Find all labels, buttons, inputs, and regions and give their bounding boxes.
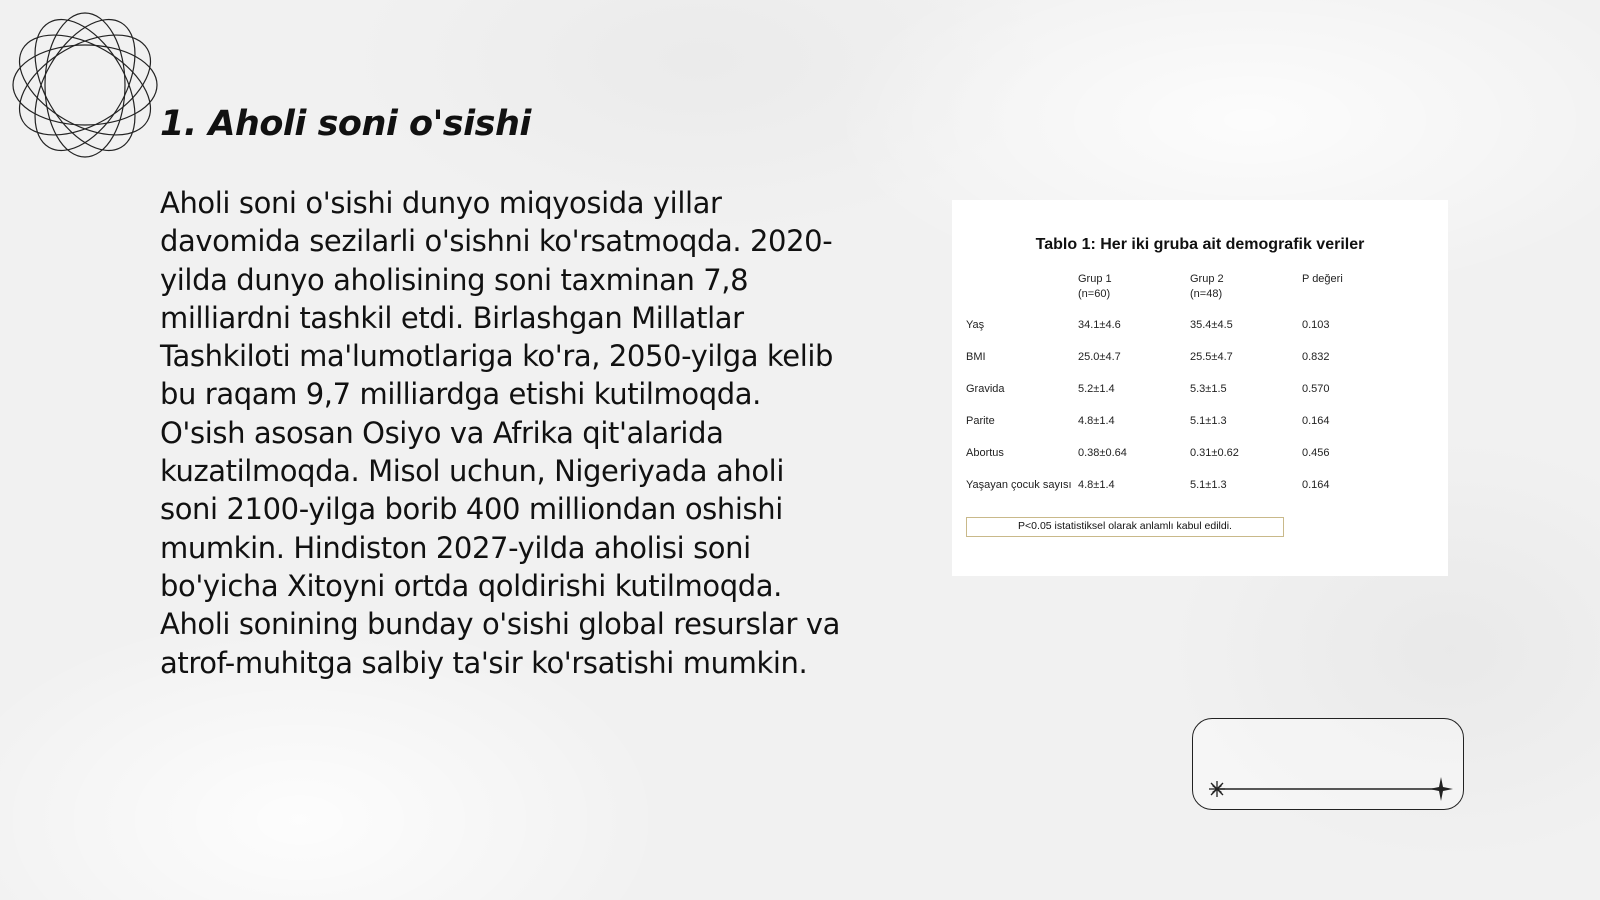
decorative-line: [1193, 719, 1465, 811]
demographic-table-image: [952, 200, 1448, 576]
sparkle-icon: [1209, 781, 1225, 797]
table-header-group2-name: Grup 2: [1190, 273, 1224, 285]
table-header-group1-size: (n=60): [1078, 288, 1111, 300]
slide-body-text: Aholi soni o'sishi dunyo miqyosida yillar davomida sezilarli o'sishni ko'rsatmoqda. 2020-yilda dunyo aholisining soni taxminan 7,8 milliardni tashkil etdi. Birlashgan Millatlar Tashkiloti ma'lumotlariga ko'ra, 2050-yilga kelib bu raqam 9,7 milliardga etishi kutilmoqda. O'sish asosan Osiyo va Afrika qit'alarida kuzatilmoqda. Misol uchun, Nigeriyada aholi soni 2100-yilga borib 400 milliondan oshishi mumkin. Hindiston 2027-yilda aholisi soni bo'yicha Xitoyni ortda qoldirishi kutilmoqda. Aholi sonining bunday o'sishi global resurslar va atrof-muhitga salbiy ta'sir ko'rsatishi mumkin.: [160, 186, 841, 680]
table-cell: 5.3±1.5: [1190, 383, 1227, 395]
table-cell: 0.570: [1302, 383, 1330, 395]
table-footnote: P<0.05 istatistiksel olarak anlamlı kabul edildi.: [966, 517, 1284, 537]
table-cell: 0.456: [1302, 447, 1330, 459]
table-header-group2-size: (n=48): [1190, 288, 1223, 300]
table-cell: 25.0±4.7: [1078, 351, 1121, 363]
decorative-line-card: [1192, 718, 1464, 810]
table-cell: 4.8±1.4: [1078, 415, 1115, 427]
table-header-pvalue: [1302, 272, 1343, 287]
table-row-label: BMI: [966, 351, 986, 363]
table-cell: 4.8±1.4: [1078, 479, 1115, 491]
table-cell: 0.31±0.62: [1190, 447, 1239, 459]
table-cell: 0.164: [1302, 415, 1330, 427]
slide-title: 1. Aholi soni o'sishi: [160, 104, 531, 144]
table-cell: 34.1±4.6: [1078, 319, 1121, 331]
table-header-group2: [1190, 272, 1224, 302]
star-icon: [1429, 777, 1453, 801]
table-row-label: Yaşayan çocuk sayısı: [966, 479, 1072, 491]
table-cell: 0.38±0.64: [1078, 447, 1127, 459]
table-row-label: Yaş: [966, 319, 985, 331]
table-cell: 25.5±4.7: [1190, 351, 1233, 363]
table-cell: 0.164: [1302, 479, 1330, 491]
table-row-label: Gravida: [966, 383, 1005, 395]
table-header-pvalue-label: P değeri: [1302, 273, 1343, 285]
table-cell: 0.832: [1302, 351, 1330, 363]
table-cell: 0.103: [1302, 319, 1330, 331]
table-header-group1-name: Grup 1: [1078, 273, 1112, 285]
table-row-label: Parite: [966, 415, 995, 427]
table-header-group1: [1078, 272, 1112, 302]
table-cell: 5.2±1.4: [1078, 383, 1115, 395]
table-cell: 5.1±1.3: [1190, 415, 1227, 427]
circle-ornament-icon: [10, 10, 160, 160]
table-title: Tablo 1: Her iki gruba ait demografik veriler: [1035, 236, 1365, 253]
table-cell: 5.1±1.3: [1190, 479, 1227, 491]
table-cell: 35.4±4.5: [1190, 319, 1233, 331]
table-row-label: Abortus: [966, 447, 1004, 459]
